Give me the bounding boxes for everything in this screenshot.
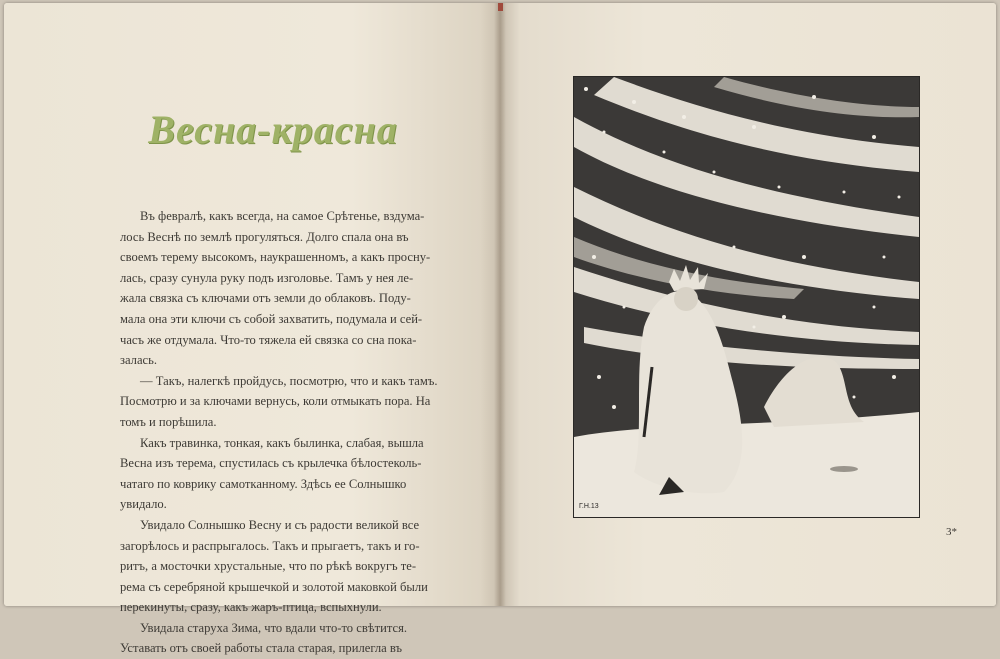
text-line: Увидала старуха Зима, что вдали что-то свѣтится. [140,620,408,635]
text-line: чатаго по коврику самотканному. Здѣсь ее Солнышко [120,476,407,491]
text-line: мала она эти ключи съ собой захватить, подумала и сей- [120,311,423,326]
text-line: Въ февралѣ, какъ всегда, на самое Срѣтенье, вздума- [140,209,425,223]
body-text [120,206,442,659]
book-gutter [494,3,506,606]
text-line: увидало. [120,497,167,512]
paragraph [120,371,442,433]
text-line: Уставать отъ своей работы стала старая, прилегла въ [120,641,403,656]
winter-illustration [573,76,920,518]
text-line: рема съ серебряной крышечкой и золотой маковкой были [120,579,428,594]
text-line: своемъ терему высокомъ, наукрашенномъ, а какъ просну- [120,250,431,265]
text-line: Весна изъ терема, спустилась съ крылечка бѣлостеколь- [120,456,422,471]
text-line: перекинуты, сразу, какъ жаръ-птица, вспыхнули. [120,600,382,615]
text-line: томъ и порѣшила. [120,414,217,429]
paragraph [120,515,442,618]
paragraph [120,433,442,515]
chapter-heading-text: Весна-красна [148,107,398,152]
paragraph [120,206,442,371]
text-line: — Такъ, налегкѣ пройдусь, посмотрю, что и какъ тамъ. [140,373,438,388]
spine-ribbon [498,3,503,11]
text-line: Увидало Солнышко Весну и съ радости великой все [140,517,420,532]
text-line: ритъ, а мосточки хрустальные, что по рѣкѣ вокругъ те- [120,559,417,574]
text-line: загорѣлось и распрыгалось. Такъ и прыгаетъ, такъ и го- [120,538,420,553]
text-line: жала связка съ ключами отъ земли до облаковъ. Поду- [120,291,411,306]
text-line: залась. [120,353,158,368]
paragraph [120,618,442,659]
text-line: Посмотрю и за ключами вернусь, коли отмыкать пора. На [120,394,431,409]
page-number: 3* [946,526,957,538]
artist-signature: Г.Н.13 [579,503,599,510]
illustration-art [574,77,919,517]
text-line: часъ же отдумала. Что-то тяжела ей связка со сна пока- [120,332,417,347]
chapter-heading [108,104,438,156]
text-line: лась, сразу сунула руку подъ изголовье. Тамъ у нея ле- [120,270,414,285]
text-line: лось Веснѣ по землѣ прогуляться. Долго спала она въ [120,229,409,244]
text-line: Какъ травинка, тонкая, какъ былинка, слабая, вышла [140,435,424,450]
